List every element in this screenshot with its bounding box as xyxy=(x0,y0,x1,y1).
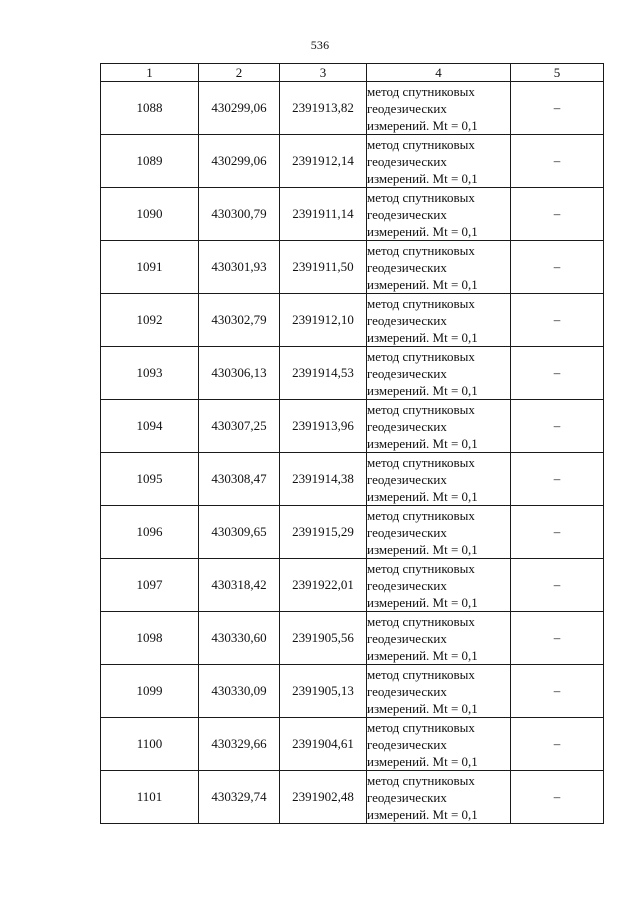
note-cell: – xyxy=(511,294,604,347)
table-body xyxy=(101,82,604,824)
point-number-cell: 1091 xyxy=(101,241,199,294)
table-row xyxy=(101,612,604,665)
method-line: измерений. Mt = 0,1 xyxy=(367,170,478,186)
table-row xyxy=(101,188,604,241)
method-cell xyxy=(367,506,511,559)
y-coordinate-cell: 2391915,29 xyxy=(280,506,367,559)
method-line: измерений. Mt = 0,1 xyxy=(367,753,478,769)
y-coordinate-cell: 2391911,14 xyxy=(280,188,367,241)
x-coordinate-cell: 430299,06 xyxy=(199,82,280,135)
point-number-cell: 1092 xyxy=(101,294,199,347)
y-coordinate-cell: 2391904,61 xyxy=(280,718,367,771)
point-number-cell: 1089 xyxy=(101,135,199,188)
note-cell: – xyxy=(511,188,604,241)
point-number-cell: 1090 xyxy=(101,188,199,241)
method-line: измерений. Mt = 0,1 xyxy=(367,594,478,610)
method-line: геодезических xyxy=(367,206,447,222)
point-number-cell: 1097 xyxy=(101,559,199,612)
point-number-cell: 1096 xyxy=(101,506,199,559)
table-row xyxy=(101,718,604,771)
y-coordinate-cell: 2391913,96 xyxy=(280,400,367,453)
method-line: метод спутниковых xyxy=(367,454,475,470)
table-header-row xyxy=(101,64,604,82)
method-line: измерений. Mt = 0,1 xyxy=(367,806,478,822)
note-cell: – xyxy=(511,82,604,135)
column-header-1: 1 xyxy=(101,64,199,82)
x-coordinate-cell: 430318,42 xyxy=(199,559,280,612)
method-cell xyxy=(367,453,511,506)
method-line: метод спутниковых xyxy=(367,666,475,682)
method-line: геодезических xyxy=(367,365,447,381)
method-line: геодезических xyxy=(367,630,447,646)
x-coordinate-cell: 430329,66 xyxy=(199,718,280,771)
point-number-cell: 1101 xyxy=(101,771,199,824)
y-coordinate-cell: 2391914,53 xyxy=(280,347,367,400)
table-row xyxy=(101,400,604,453)
x-coordinate-cell: 430330,60 xyxy=(199,612,280,665)
method-line: геодезических xyxy=(367,153,447,169)
method-line: измерений. Mt = 0,1 xyxy=(367,223,478,239)
page-number: 536 xyxy=(310,38,330,52)
note-cell: – xyxy=(511,241,604,294)
method-cell xyxy=(367,135,511,188)
point-number-cell: 1088 xyxy=(101,82,199,135)
method-line: метод спутниковых xyxy=(367,242,475,258)
method-line: измерений. Mt = 0,1 xyxy=(367,700,478,716)
y-coordinate-cell: 2391911,50 xyxy=(280,241,367,294)
method-line: геодезических xyxy=(367,577,447,593)
note-cell: – xyxy=(511,559,604,612)
note-cell: – xyxy=(511,665,604,718)
table-row xyxy=(101,347,604,400)
x-coordinate-cell: 430330,09 xyxy=(199,665,280,718)
method-line: измерений. Mt = 0,1 xyxy=(367,647,478,663)
method-cell xyxy=(367,188,511,241)
x-coordinate-cell: 430302,79 xyxy=(199,294,280,347)
method-line: геодезических xyxy=(367,789,447,805)
method-line: геодезических xyxy=(367,312,447,328)
x-coordinate-cell: 430301,93 xyxy=(199,241,280,294)
x-coordinate-cell: 430306,13 xyxy=(199,347,280,400)
x-coordinate-cell: 430329,74 xyxy=(199,771,280,824)
method-line: метод спутниковых xyxy=(367,295,475,311)
method-line: измерений. Mt = 0,1 xyxy=(367,276,478,292)
x-coordinate-cell: 430307,25 xyxy=(199,400,280,453)
method-line: метод спутниковых xyxy=(367,507,475,523)
x-coordinate-cell: 430300,79 xyxy=(199,188,280,241)
method-cell xyxy=(367,771,511,824)
method-line: измерений. Mt = 0,1 xyxy=(367,488,478,504)
method-line: измерений. Mt = 0,1 xyxy=(367,541,478,557)
method-line: геодезических xyxy=(367,736,447,752)
point-number-cell: 1099 xyxy=(101,665,199,718)
x-coordinate-cell: 430309,65 xyxy=(199,506,280,559)
method-cell xyxy=(367,559,511,612)
x-coordinate-cell: 430299,06 xyxy=(199,135,280,188)
method-line: метод спутниковых xyxy=(367,560,475,576)
note-cell: – xyxy=(511,506,604,559)
table-row xyxy=(101,506,604,559)
method-line: измерений. Mt = 0,1 xyxy=(367,435,478,451)
method-line: метод спутниковых xyxy=(367,83,475,99)
point-number-cell: 1095 xyxy=(101,453,199,506)
column-header-4: 4 xyxy=(367,64,511,82)
table-row xyxy=(101,453,604,506)
y-coordinate-cell: 2391902,48 xyxy=(280,771,367,824)
table-row xyxy=(101,294,604,347)
y-coordinate-cell: 2391905,56 xyxy=(280,612,367,665)
note-cell: – xyxy=(511,612,604,665)
method-line: метод спутниковых xyxy=(367,772,475,788)
point-number-cell: 1100 xyxy=(101,718,199,771)
method-cell xyxy=(367,400,511,453)
method-line: геодезических xyxy=(367,259,447,275)
method-line: измерений. Mt = 0,1 xyxy=(367,117,478,133)
method-cell xyxy=(367,612,511,665)
y-coordinate-cell: 2391912,10 xyxy=(280,294,367,347)
method-line: измерений. Mt = 0,1 xyxy=(367,382,478,398)
table-row xyxy=(101,241,604,294)
note-cell: – xyxy=(511,347,604,400)
table-row xyxy=(101,559,604,612)
method-cell xyxy=(367,718,511,771)
column-header-5: 5 xyxy=(511,64,604,82)
method-line: метод спутниковых xyxy=(367,136,475,152)
method-cell xyxy=(367,665,511,718)
method-line: геодезических xyxy=(367,418,447,434)
note-cell: – xyxy=(511,135,604,188)
point-number-cell: 1098 xyxy=(101,612,199,665)
y-coordinate-cell: 2391905,13 xyxy=(280,665,367,718)
note-cell: – xyxy=(511,400,604,453)
method-line: метод спутниковых xyxy=(367,613,475,629)
method-line: геодезических xyxy=(367,471,447,487)
y-coordinate-cell: 2391922,01 xyxy=(280,559,367,612)
method-cell xyxy=(367,241,511,294)
method-line: измерений. Mt = 0,1 xyxy=(367,329,478,345)
method-cell xyxy=(367,347,511,400)
x-coordinate-cell: 430308,47 xyxy=(199,453,280,506)
note-cell: – xyxy=(511,718,604,771)
method-line: геодезических xyxy=(367,100,447,116)
y-coordinate-cell: 2391913,82 xyxy=(280,82,367,135)
method-cell xyxy=(367,294,511,347)
coordinates-table xyxy=(100,63,604,824)
y-coordinate-cell: 2391912,14 xyxy=(280,135,367,188)
method-line: метод спутниковых xyxy=(367,348,475,364)
note-cell: – xyxy=(511,453,604,506)
note-cell: – xyxy=(511,771,604,824)
y-coordinate-cell: 2391914,38 xyxy=(280,453,367,506)
column-header-3: 3 xyxy=(280,64,367,82)
table-row xyxy=(101,82,604,135)
method-line: метод спутниковых xyxy=(367,189,475,205)
method-line: метод спутниковых xyxy=(367,401,475,417)
column-header-2: 2 xyxy=(199,64,280,82)
point-number-cell: 1093 xyxy=(101,347,199,400)
method-line: геодезических xyxy=(367,683,447,699)
method-line: метод спутниковых xyxy=(367,719,475,735)
method-cell xyxy=(367,82,511,135)
point-number-cell: 1094 xyxy=(101,400,199,453)
table-row xyxy=(101,665,604,718)
table-row xyxy=(101,771,604,824)
method-line: геодезических xyxy=(367,524,447,540)
table-row xyxy=(101,135,604,188)
